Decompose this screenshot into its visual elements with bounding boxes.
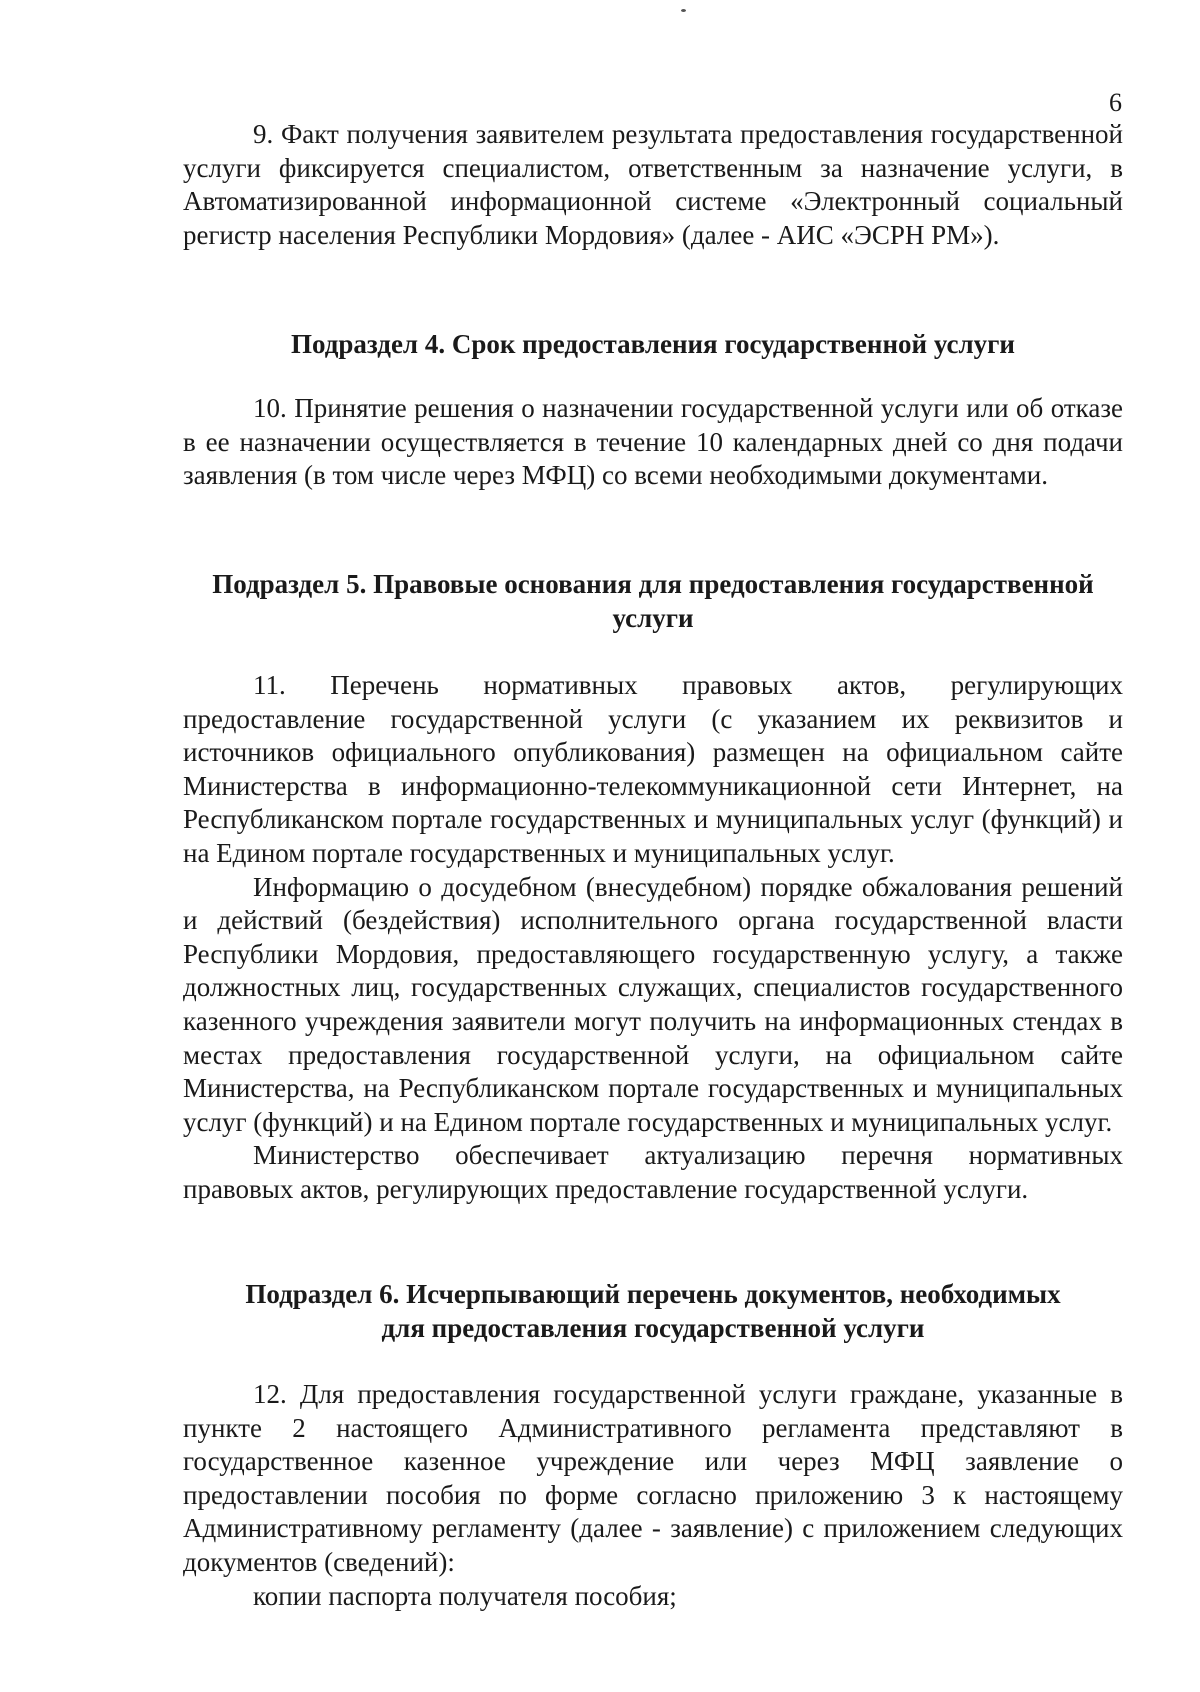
- section-5-heading-line-1: Подраздел 5. Правовые основания для предоставления государственной: [212, 569, 1094, 599]
- section-5-heading-line-2: услуги: [612, 603, 694, 633]
- scan-artifact-dot: [681, 9, 686, 12]
- paragraph-12: [183, 1378, 1123, 1613]
- paragraph-10-text: 10. Принятие решения о назначении государственной услуги или об отказе в ее назначении осуществляется в течение 10 календарных дней со дня подачи заявления (в том числе через МФЦ) со всеми необходимыми документами.: [183, 393, 1123, 491]
- paragraph-12-text: 12. Для предоставления государственной услуги граждане, указанные в пункте 2 настоящего Административного регламента представляют в государственное казенное учреждение или через МФЦ заявление о предоставлении пособия по форме согласно приложению 3 к настоящему Административному регламенту (далее - заявление) с приложением следующих документов (сведений):: [183, 1379, 1123, 1577]
- section-6-heading-line-1: Подраздел 6. Исчерпывающий перечень документов, необходимых: [245, 1279, 1061, 1309]
- paragraph-12-item-passport: копии паспорта получателя пособия;: [253, 1580, 677, 1611]
- page-number: 6: [1109, 88, 1122, 117]
- section-4-heading-block: [183, 327, 1123, 361]
- section-5-heading-block: [183, 567, 1123, 635]
- paragraph-11-ministry-duty: Министерство обеспечивает актуализацию перечня нормативных правовых актов, регулирующих предоставление государственной услуги.: [183, 1140, 1123, 1204]
- paragraph-11-text: 11. Перечень нормативных правовых актов, регулирующих предоставление государственной услуги (с указанием их реквизитов и источников официального опубликования) размещен на официальном сайте Министерства в информационно-телекоммуникационной сети Интернет, на Республиканском портале государственных и муниципальных услуг (функций) и на Едином портале государственных и муниципальных услуг.: [183, 670, 1123, 868]
- paragraph-9-text: 9. Факт получения заявителем результата предоставления государственной услуги фиксируется специалистом, ответственным за назначение услуги, в Автоматизированной информационной системе «Электронный социальный регистр населения Республики Мордовия» (далее - АИС «ЭСРН РМ»).: [183, 119, 1123, 250]
- paragraph-11-appeal-info: Информацию о досудебном (внесудебном) порядке обжалования решений и действий (бездействия) исполнительного органа государственной власти Республики Мордовия, предоставляющего государственную услугу, а также должностных лиц, государственных служащих, специалистов государственного казенного учреждения заявители могут получить на информационных стендах в местах предоставления государственной услуги, на официальном сайте Министерства, на Республиканском портале государственных и муниципальных услуг (функций) и на Едином портале государственных и муниципальных услуг.: [183, 871, 1123, 1137]
- section-6-heading-line-2: для предоставления государственной услуги: [381, 1313, 925, 1343]
- paragraph-11: [183, 669, 1123, 1207]
- section-6-heading-block: [183, 1277, 1123, 1345]
- section-4-heading: Подраздел 4. Срок предоставления государственной услуги: [291, 329, 1015, 359]
- paragraph-9: [183, 118, 1123, 252]
- paragraph-10: [183, 392, 1123, 493]
